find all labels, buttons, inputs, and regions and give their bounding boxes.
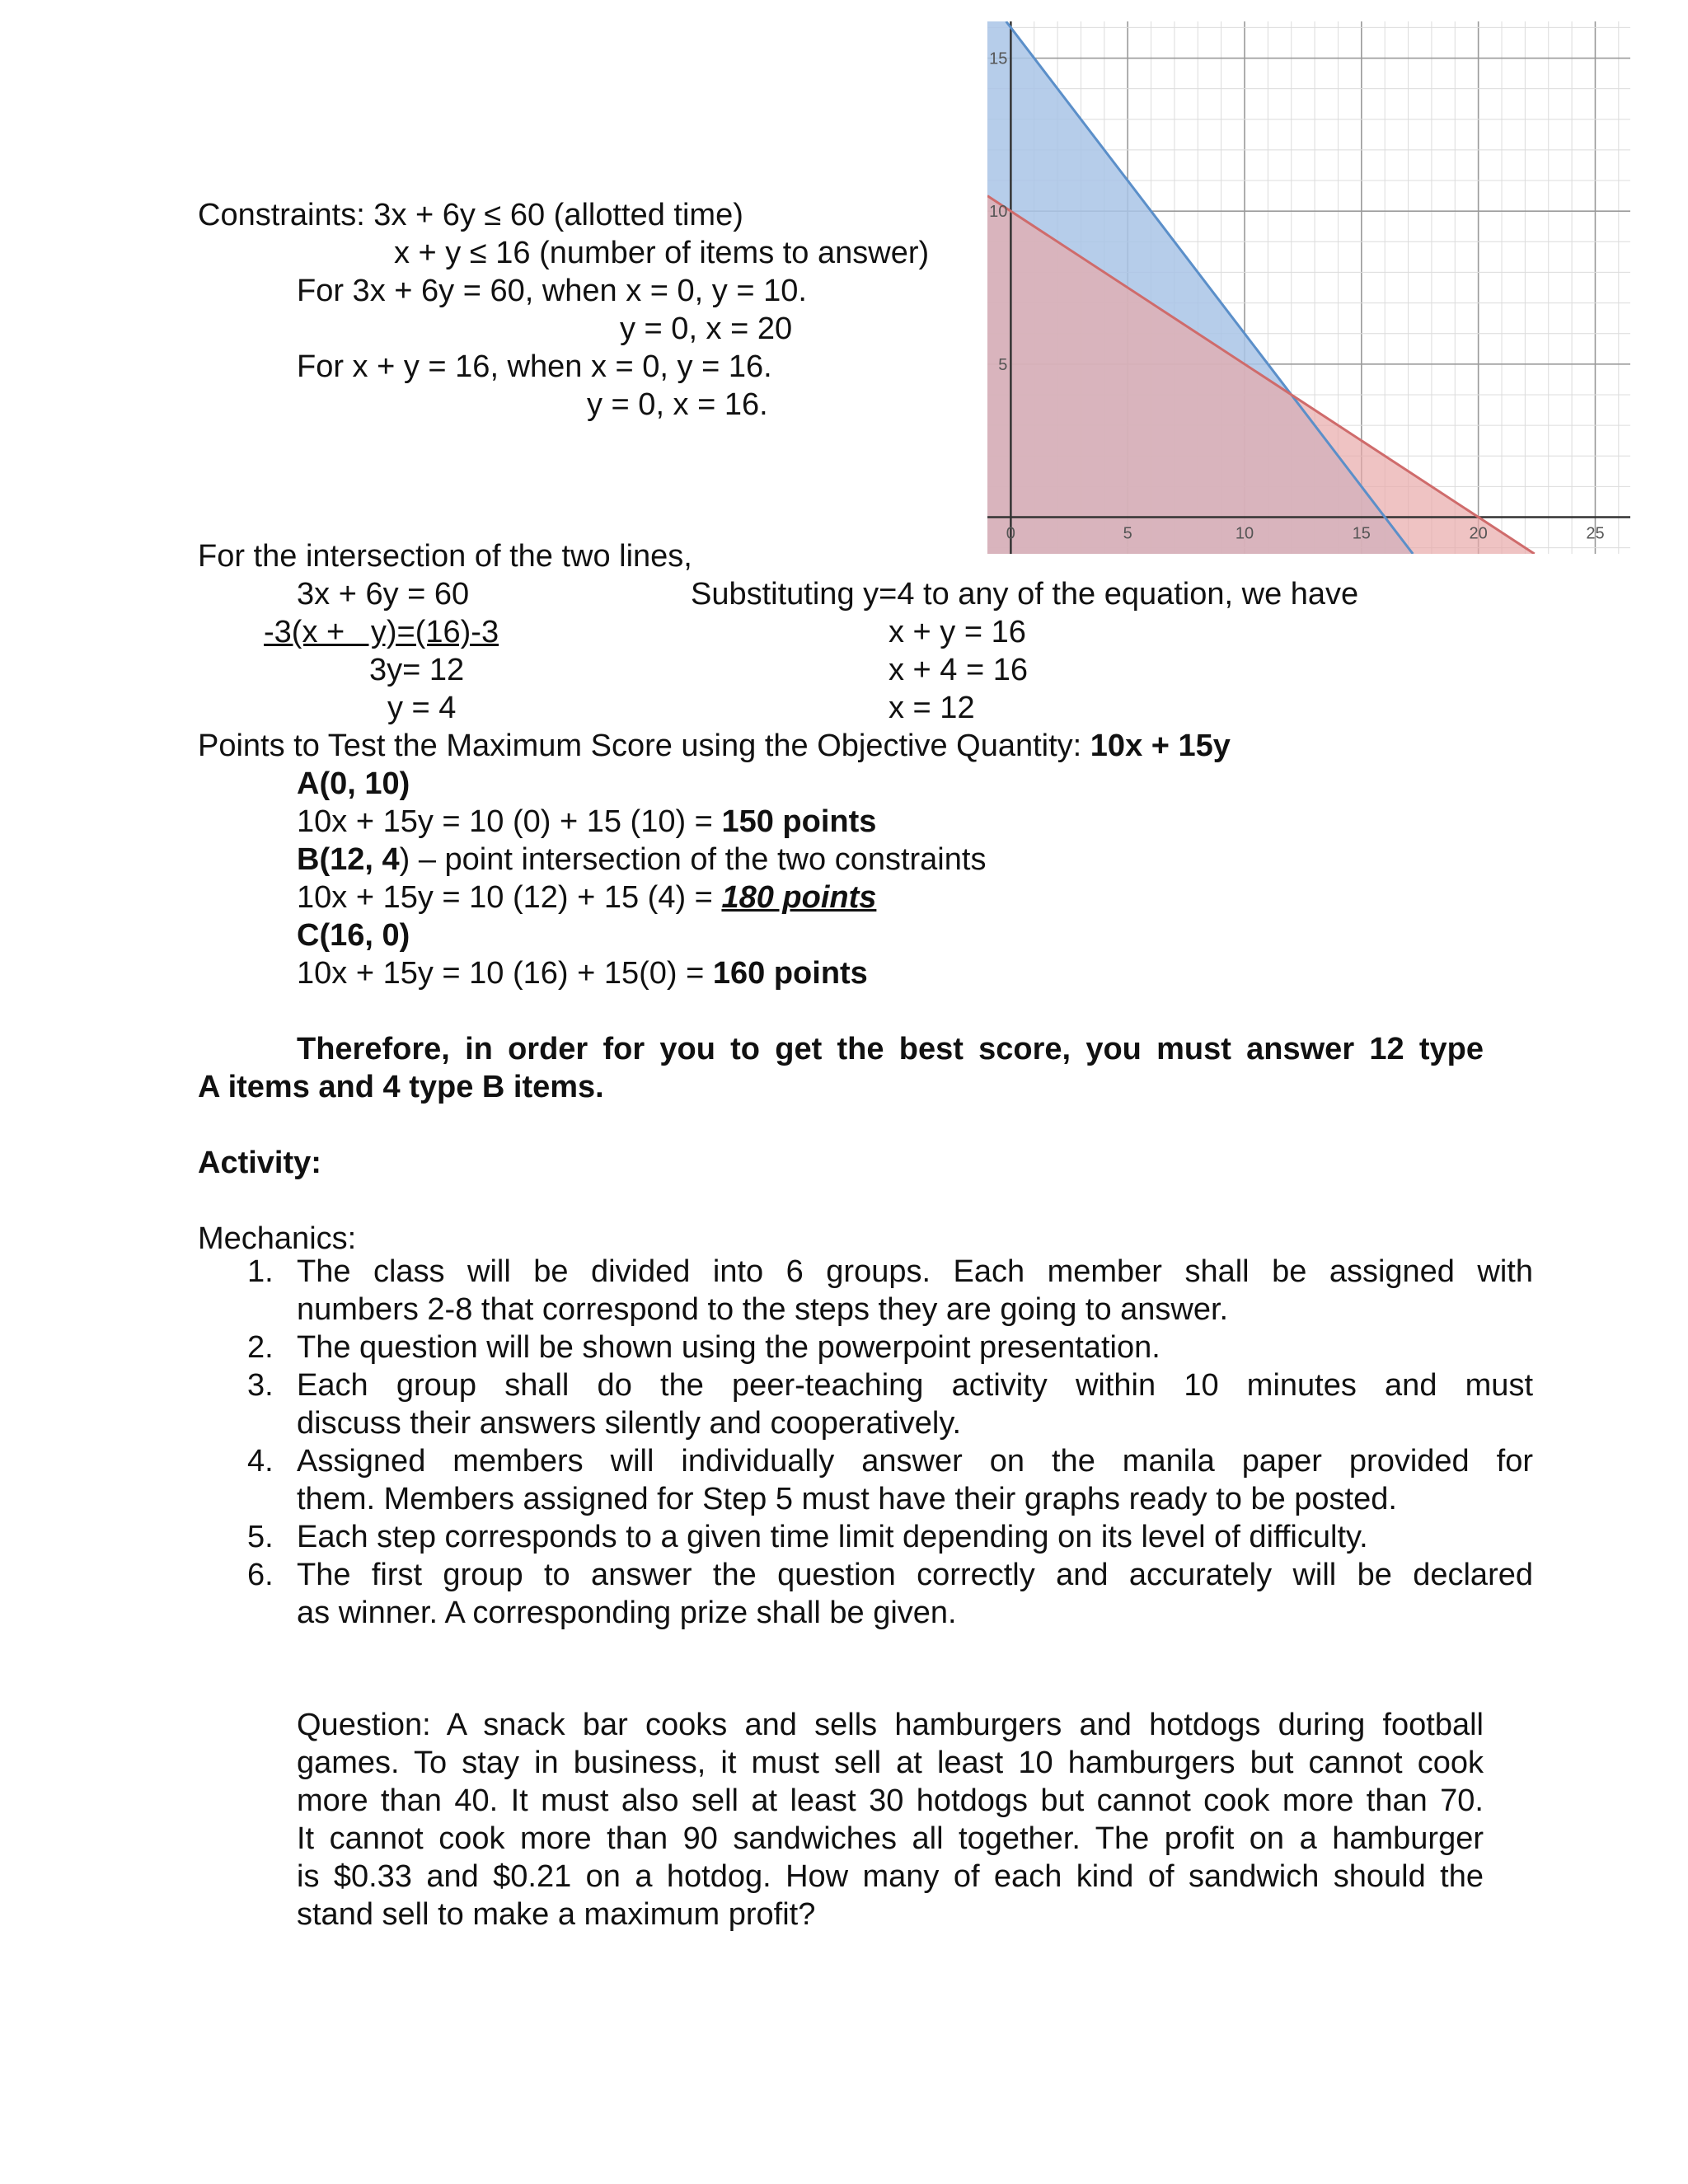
mechanics-item-6: 6. The first group to answer the question correctly and accurately will be declared as winner. A corresponding prize shall be given. bbox=[247, 1558, 1533, 1630]
substitution-step-3: x = 12 bbox=[889, 691, 975, 725]
point-b-result: 180 points bbox=[721, 880, 877, 915]
constraint-line-4: y = 0, x = 20 bbox=[620, 312, 793, 346]
constraint-line-2: x + y ≤ 16 (number of items to answer) bbox=[394, 236, 930, 270]
intersection-eq-3: 3y= 12 bbox=[369, 653, 465, 687]
activity-heading: Activity: bbox=[198, 1146, 321, 1180]
mechanics-item-4: 4. Assigned members will individually answer on the manila paper provided for them. Members assigned for Step 5 must have their graphs ready to be posted. bbox=[247, 1444, 1533, 1516]
mechanics-item-3: 3. Each group shall do the peer-teaching activity within 10 minutes and must discuss their answers silently and cooperatively. bbox=[247, 1368, 1533, 1441]
intersection-heading: For the intersection of the two lines, bbox=[198, 539, 692, 574]
constraint-line-6: y = 0, x = 16. bbox=[587, 387, 768, 422]
x-tick-label: 5 bbox=[1123, 524, 1132, 543]
y-tick-label: 15 bbox=[989, 49, 1008, 68]
mechanics-list bbox=[247, 1253, 1533, 1632]
inequality-graph bbox=[987, 21, 1630, 554]
substitution-step-1: x + y = 16 bbox=[889, 615, 1026, 649]
constraint-line-5: For x + y = 16, when x = 0, y = 16. bbox=[297, 349, 772, 384]
substitution-step-2: x + 4 = 16 bbox=[889, 653, 1029, 687]
conclusion bbox=[198, 1030, 1484, 1106]
mechanics-item-1: 1. The class will be divided into 6 groups. Each member shall be assigned with numbers 2-8 that correspond to the steps they are going to answer. bbox=[247, 1254, 1533, 1327]
point-b-label: B(12, 4) – point intersection of the two constraints bbox=[297, 842, 987, 877]
mechanics-item-5: 5. Each step corresponds to a given time limit depending on its level of difficulty. bbox=[247, 1520, 1368, 1554]
mechanics-item-2: 2. The question will be shown using the powerpoint presentation. bbox=[247, 1330, 1160, 1365]
point-c-calc: 10x + 15y = 10 (16) + 15(0) = 160 points bbox=[297, 956, 868, 991]
x-tick-label: 10 bbox=[1235, 524, 1254, 543]
constraint-line-1: Constraints: 3x + 6y ≤ 60 (allotted time) bbox=[198, 198, 743, 232]
x-tick-label: 20 bbox=[1469, 524, 1488, 543]
mechanics-heading: Mechanics: bbox=[198, 1221, 357, 1256]
point-c-label: C(16, 0) bbox=[297, 918, 410, 953]
objective-quantity: 10x + 15y bbox=[1090, 729, 1231, 763]
point-b-calc: 10x + 15y = 10 (12) + 15 (4) = 180 points bbox=[297, 880, 877, 915]
y-tick-label: 10 bbox=[989, 203, 1008, 222]
x-tick-label: 15 bbox=[1352, 524, 1371, 543]
intersection-eq-1: 3x + 6y = 60 bbox=[297, 577, 470, 612]
points-intro: Points to Test the Maximum Score using the Objective Quantity: 10x + 15y bbox=[198, 729, 1231, 763]
y-tick-label: 5 bbox=[998, 355, 1008, 374]
intersection-eq-4: y = 4 bbox=[387, 691, 457, 725]
conclusion-line-1: Therefore, in order for you to get the best score, you must answer 12 type bbox=[297, 1032, 1484, 1066]
x-tick-label: 0 bbox=[1006, 524, 1015, 543]
intersection-eq-2: -3(x + y)=(16)-3 bbox=[264, 615, 499, 649]
question-paragraph: Question: A snack bar cooks and sells hamburgers and hotdogs during football games. To stay in business, it must sell at least 10 hamburgers but cannot cook more than 40. It must also sell at least 30 hotdogs but cannot cook more than 70. It cannot cook more than 90 sandwiches all together. The profit on a hamburger is $0.33 and $0.21 on a hotdog. How many of each kind of sandwich should the stand sell to make a maximum profit? bbox=[297, 1708, 1484, 1932]
point-a-calc: 10x + 15y = 10 (0) + 15 (10) = 150 points bbox=[297, 804, 877, 839]
substitution-heading: Substituting y=4 to any of the equation, we have bbox=[691, 577, 1359, 612]
point-a-label: A(0, 10) bbox=[297, 766, 410, 801]
x-tick-label: 25 bbox=[1586, 524, 1605, 543]
point-c-result: 160 points bbox=[712, 956, 868, 991]
constraint-line-3: For 3x + 6y = 60, when x = 0, y = 10. bbox=[297, 274, 807, 308]
point-a-result: 150 points bbox=[721, 804, 877, 839]
conclusion-line-2: A items and 4 type B items. bbox=[198, 1070, 604, 1104]
